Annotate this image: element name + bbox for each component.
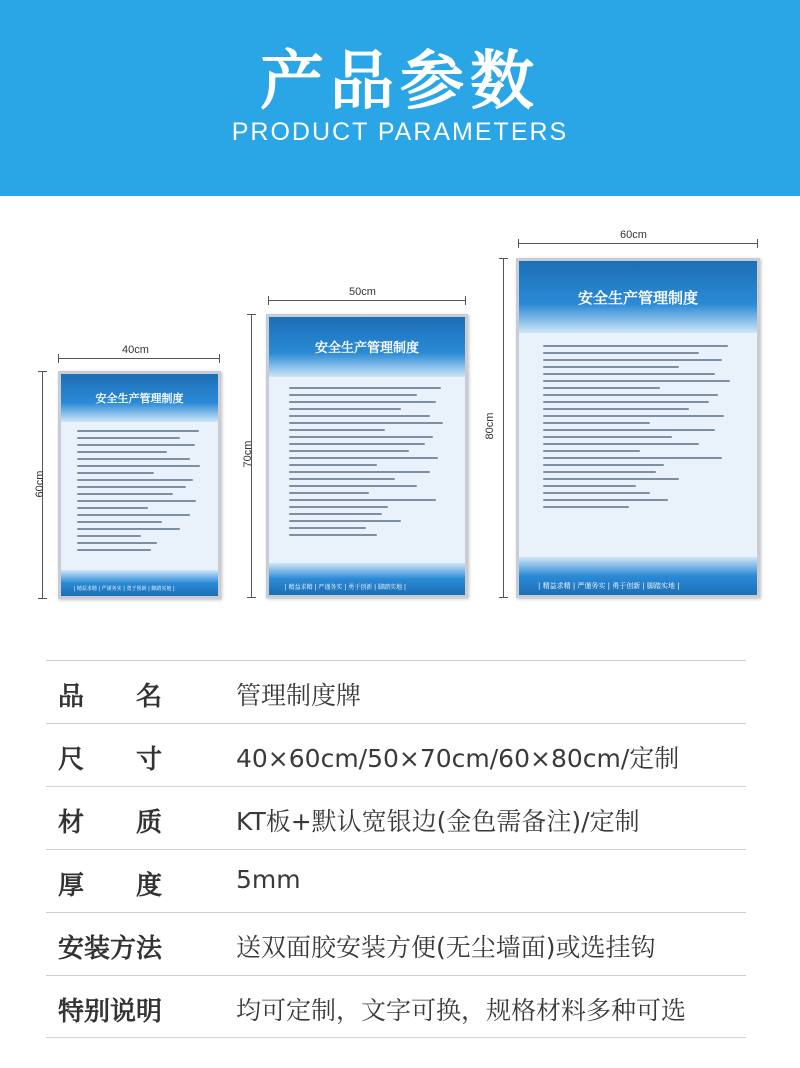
width-dimension-line bbox=[58, 358, 220, 359]
spec-row-notes bbox=[46, 975, 746, 1038]
height-label: 80cm bbox=[484, 412, 496, 440]
board-slogan: | 精益求精 | 严谨务实 | 勇于创新 | 脚踏实地 | bbox=[284, 584, 407, 591]
board-title: 安全生产管理制度 bbox=[95, 392, 184, 405]
width-dimension-line bbox=[518, 243, 758, 244]
width-label: 60cm bbox=[620, 229, 647, 241]
spec-value: KT板+默认宽银边(金色需备注)/定制 bbox=[236, 807, 640, 836]
width-label: 50cm bbox=[349, 286, 376, 298]
page-subtitle: PRODUCT PARAMETERS bbox=[231, 118, 569, 146]
board-title: 安全生产管理制度 bbox=[314, 341, 419, 356]
sign-board-small bbox=[58, 371, 221, 599]
spec-label: 特别说明 bbox=[58, 997, 163, 1027]
sign-board-medium bbox=[266, 314, 468, 598]
spec-value: 40×60cm/50×70cm/60×80cm/定制 bbox=[236, 744, 680, 773]
board-text bbox=[543, 345, 738, 513]
spec-row-material bbox=[46, 786, 746, 849]
spec-label: 安装方法 bbox=[58, 934, 163, 964]
spec-label: 尺 寸 bbox=[58, 745, 163, 775]
height-label: 60cm bbox=[34, 470, 46, 498]
spec-row-name bbox=[46, 660, 746, 723]
spec-value: 均可定制，文字可换，规格材料多种可选 bbox=[236, 996, 687, 1025]
width-label: 40cm bbox=[122, 344, 149, 356]
spec-value: 管理制度牌 bbox=[236, 681, 362, 710]
board-text bbox=[289, 387, 450, 541]
width-dimension-line bbox=[268, 300, 466, 301]
header-banner bbox=[0, 0, 800, 196]
spec-row-size bbox=[46, 723, 746, 786]
board-title: 安全生产管理制度 bbox=[577, 289, 698, 307]
spec-table bbox=[46, 660, 746, 1038]
board-text bbox=[77, 430, 206, 556]
spec-value: 送双面胶安装方便(无尘墙面)或选挂钩 bbox=[236, 933, 656, 962]
spec-label: 材 质 bbox=[58, 808, 163, 838]
height-label: 70cm bbox=[242, 440, 254, 468]
board-footer bbox=[61, 570, 218, 596]
page-title: 产品参数 bbox=[260, 45, 540, 119]
spec-row-thickness bbox=[46, 849, 746, 912]
board-slogan: | 精益求精 | 严谨务实 | 勇于创新 | 脚踏实地 | bbox=[538, 582, 680, 590]
spec-label: 厚 度 bbox=[58, 871, 163, 901]
height-dimension-line bbox=[503, 258, 504, 598]
sign-board-large bbox=[516, 258, 760, 598]
spec-row-installation bbox=[46, 912, 746, 975]
board-slogan: | 精益求精 | 严谨务实 | 勇于创新 | 脚踏实地 | bbox=[73, 586, 175, 592]
spec-value: 5mm bbox=[236, 865, 301, 894]
spec-label: 品 名 bbox=[58, 682, 163, 712]
